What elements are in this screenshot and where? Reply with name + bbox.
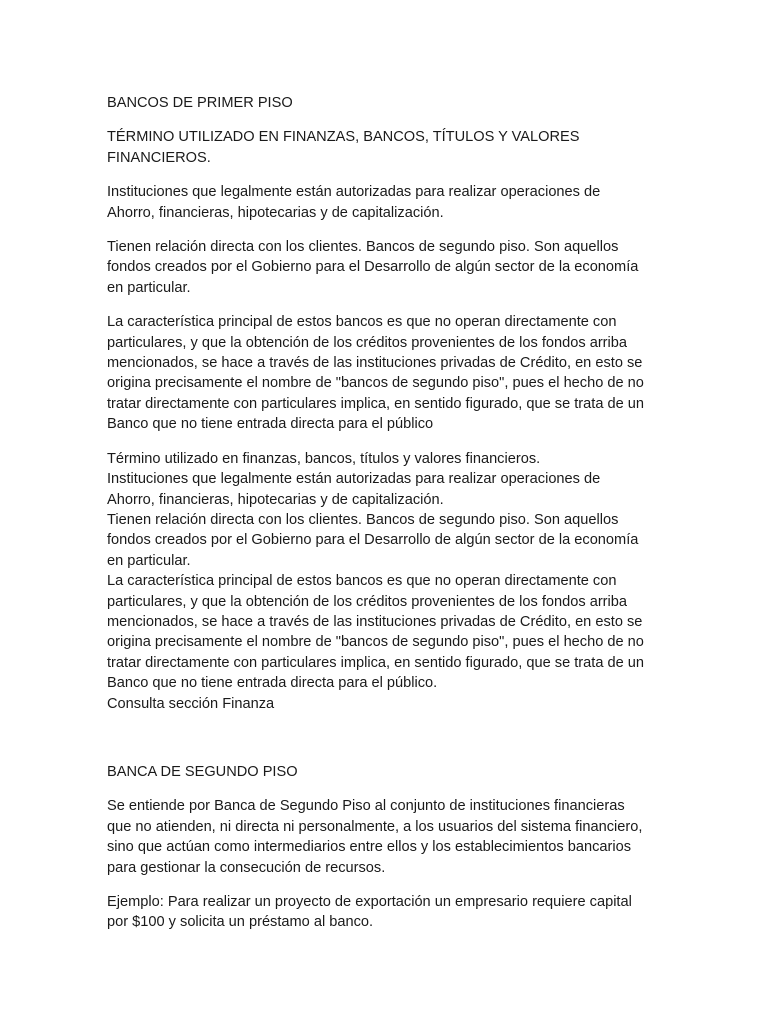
text-line: Tienen relación directa con los clientes. Bancos de segundo piso. Son aquellos (107, 511, 619, 528)
text-line: en particular. (107, 279, 191, 296)
text-line: Ejemplo: Para realizar un proyecto de exportación un empresario requiere capital (107, 894, 632, 910)
text-line: fondos creados por el Gobierno para el Desarrollo de algún sector de la economía (107, 259, 639, 276)
text-line: sino que actúan como intermediarios entre ellos y los establecimientos bancarios (107, 839, 632, 856)
text-line: que no atienden, ni directa ni personalmente, a los usuarios del sistema financiero, (107, 818, 643, 835)
text-line: Ahorro, financieras, hipotecarias y de capitalización. (107, 204, 444, 221)
document-page (107, 93, 667, 933)
text-line: Tienen relación directa con los clientes. Bancos de segundo piso. Son aquellos (107, 239, 619, 256)
text-line: para gestionar la consecución de recursos. (107, 859, 386, 876)
paragraph-3 (107, 312, 667, 434)
paragraph-4 (107, 449, 667, 714)
text-line: Instituciones que legalmente están autorizadas para realizar operaciones de (107, 471, 601, 488)
text-line: mencionados, se hace a través de las instituciones privadas de Crédito, en esto se (107, 355, 643, 372)
paragraph-1 (107, 182, 667, 223)
text-line: particulares, y que la obtención de los créditos provenientes de los fondos arriba (107, 593, 628, 610)
text-line: TÉRMINO UTILIZADO EN FINANZAS, BANCOS, TÍTULOS Y VALORES (107, 129, 580, 146)
paragraph-2 (107, 237, 667, 298)
text-line: origina precisamente el nombre de "bancos de segundo piso", pues el hecho de no (107, 634, 644, 651)
text-line: La característica principal de estos bancos es que no operan directamente con (107, 573, 617, 590)
text-line: FINANCIEROS. (107, 149, 211, 166)
paragraph-5 (107, 796, 667, 878)
text-line: Banco que no tiene entrada directa para el público (107, 416, 434, 433)
text-line: mencionados, se hace a través de las instituciones privadas de Crédito, en esto se (107, 613, 643, 630)
section-heading-primer-piso: BANCOS DE PRIMER PISO (107, 95, 293, 111)
text-line: particulares, y que la obtención de los créditos provenientes de los fondos arriba (107, 334, 628, 351)
paragraph-6 (107, 892, 667, 933)
text-line: tratar directamente con particulares implica, en sentido figurado, que se trata de un (107, 654, 645, 671)
text-line: Consulta sección Finanza (107, 695, 275, 712)
text-line: por $100 y solicita un préstamo al banco. (107, 914, 374, 931)
text-line: Banco que no tiene entrada directa para el público. (107, 675, 438, 692)
subheading-block (107, 127, 667, 168)
text-line: origina precisamente el nombre de "bancos de segundo piso", pues el hecho de no (107, 375, 644, 392)
text-line: tratar directamente con particulares implica, en sentido figurado, que se trata de un (107, 395, 645, 412)
text-line: La característica principal de estos bancos es que no operan directamente con (107, 314, 617, 331)
text-line: Término utilizado en finanzas, bancos, títulos y valores financieros. (107, 450, 541, 467)
text-line: Instituciones que legalmente están autorizadas para realizar operaciones de (107, 184, 601, 201)
section-heading-segundo-piso: BANCA DE SEGUNDO PISO (107, 763, 298, 780)
text-line: Se entiende por Banca de Segundo Piso al conjunto de instituciones financieras (107, 798, 625, 815)
text-line: Ahorro, financieras, hipotecarias y de capitalización. (107, 491, 444, 508)
text-line: fondos creados por el Gobierno para el Desarrollo de algún sector de la economía (107, 532, 639, 549)
text-line: en particular. (107, 552, 191, 569)
